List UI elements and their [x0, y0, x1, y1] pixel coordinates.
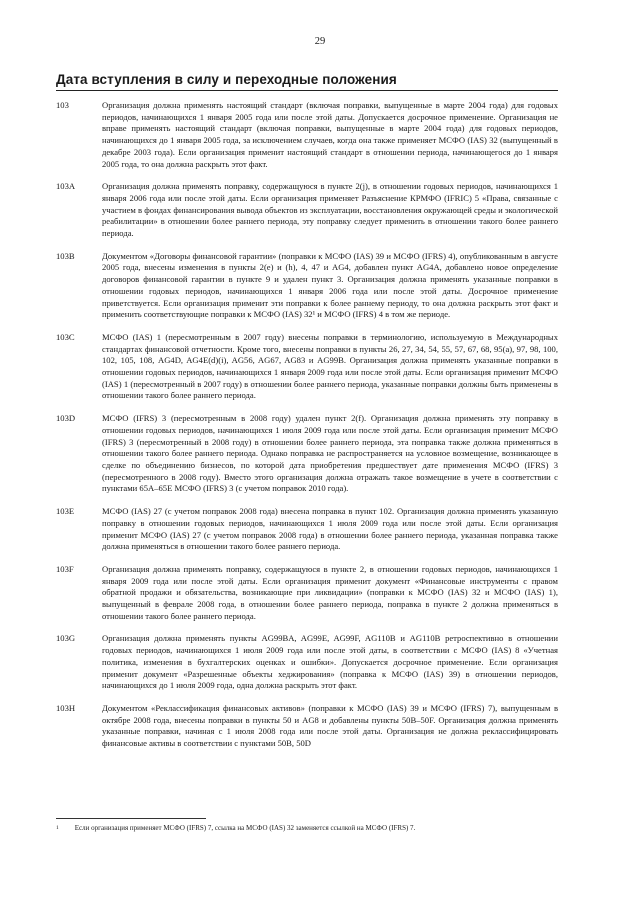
page-number: 29 — [314, 36, 326, 47]
paragraph-number: 103B — [56, 250, 75, 261]
paragraph-number: 103D — [56, 413, 76, 424]
paragraph-text: МСФО (IAS) 27 (с учетом поправок 2008 года) внесена поправка в пункт 102. Организация должна применять указанную поправку в отношении годовых периодов, начинающихся 1 июля 2009 года или после этой даты. Если организация применит МСФО (IAS) 27 (с учетом поправок 2008 года) в отношении более раннего периода, указанная поправка также должна применяться в отношении такого более раннего периода. — [102, 506, 558, 552]
paragraph-103 — [56, 100, 558, 170]
footnote-marker: 1 — [56, 825, 59, 831]
paragraph-list — [56, 100, 558, 761]
paragraph-103a — [56, 181, 558, 240]
paragraph-text: Организация должна применять пункты AG99BA, AG99E, AG99F, AG110B и AG110B ретроспективно в отношении годовых периодов, начинающихся 1 июля 2009 года или после этой даты, в соответствии с МСФО (IAS) 8 «Учетная политика, изменения в бухгалтерских оценках и ошибки». Допускается досрочное применение. Если организация применит документ «Разрешенные объекты хеджирования» (поправка к МСФО (IAS) 39) в отношении периодов, начинающихся до 1 июля 2009 года, одна должна раскрыть этот факт. — [102, 633, 558, 691]
paragraph-number: 103F — [56, 563, 74, 574]
paragraph-number: 103A — [56, 181, 76, 192]
paragraph-number: 103H — [56, 702, 76, 713]
paragraph-text: Документом «Реклассификация финансовых активов» (поправки к МСФО (IAS) 39 и МСФО (IFRS) 7), выпущенным в октябре 2008 года, внесены поправки в пункты 50 и AG8 и добавлены пункты 50B–50F. Организация должна применять указанные поправки, начиная с 1 июля 2008 года или после этой даты. Организация не должна реклассифицировать финансовые активы в соответствии с пунктами 50B, 50D — [102, 702, 558, 749]
paragraph-number: 103G — [56, 633, 76, 644]
paragraph-text: МСФО (IAS) 1 (пересмотренным в 2007 году) внесены поправки в терминологию, используемую в Международных стандартах финансовой отчетности. Кроме того, внесены поправки в пункты 26, 27, 34, 54, 55, 57, 67, 68, 95(a), 97, 98, 100, 102, 105, 108, AG4D, AG4E(d)(i), AG56, AG67, AG83 и AG99B. Организация должна применять указанные поправки в отношении годовых периодов, начинающихся 1 января 2009 года или после этой даты. Если организация применит МСФО (IAS) 1 (пересмотренный в 2007 году) в отношении более раннего периода, указанные поправки должны быть применены в отношении такого более раннего периода. — [102, 331, 558, 401]
paragraph-103d — [56, 413, 558, 495]
footnote-separator — [56, 818, 206, 819]
paragraph-number: 103 — [56, 100, 69, 110]
paragraph-103g — [56, 633, 558, 692]
paragraph-103h — [56, 703, 558, 750]
footnote-text: Если организация применяет МСФО (IFRS) 7, ссылка на МСФО (IAS) 32 заменяется ссылкой на МСФО (IFRS) 7. — [74, 824, 416, 832]
paragraph-103e — [56, 506, 558, 553]
paragraph-103f — [56, 564, 558, 623]
section-title: Дата вступления в силу и переходные положения — [56, 72, 397, 87]
title-underline — [56, 90, 558, 91]
footnote — [56, 824, 566, 833]
paragraph-text: МСФО (IFRS) 3 (пересмотренным в 2008 году) удален пункт 2(f). Организация должна применять эту поправку в отношении годовых периодов, начинающихся 1 июля 2009 года или после этой даты. Если организация применит МСФО (IFRS) 3 (пересмотренный в 2008 году) в отношении более раннего периода, эта поправка также должна применяться в отношении такого более раннего периода. Однако поправка не распространяется на условное возмещение, возникающее в сделке по объединению бизнесов, по которой дата приобретения предшествует дате применения МСФО (IFRS) 3 (пересмотренного в 2008 году). Вместо этого организация должна отражать такое возмещение в учете в соответствии с пунктами 65A–65E МСФО (IFRS) 3 (с учетом поправок 2010 года). — [102, 413, 558, 494]
paragraph-text: Документом «Договоры финансовой гарантии» (поправки к МСФО (IAS) 39 и МСФО (IFRS) 4), опубликованным в августе 2005 года, внесены изменения в пункты 2(e) и (h), 4, 47 и AG4, добавлен пункт AG4A, добавлено новое определение договоров финансовой гарантии в пункте 9 и удален пункт 3. Организация должна применять указанные поправки в отношении годовых периодов, начинающихся 1 января 2006 года или после этой даты. Досрочное применение приветствуется. Если организация применит эти поправки к более раннему периоду, то она должна раскрыть этот факт и применить соответствующие поправки к МСФО (IAS) 32¹ и МСФО (IFRS) 4 в том же периоде. — [102, 250, 558, 320]
paragraph-103b — [56, 251, 558, 321]
paragraph-text: Организация должна применять поправку, содержащуюся в пункте 2, в отношении годовых периодов, начинающихся 1 января 2009 года или после этой даты. Если организация применит документ «Финансовые инструменты с правом обратной продажи и обязательства, возникающие при ликвидации» (поправки к МСФО (IAS) 32 и МСФО (IAS) 1), выпущенный в феврале 2008 года, в отношении более раннего периода, поправка в пункте 2 должна применяться в отношении такого более раннего периода. — [102, 563, 558, 621]
paragraph-103c — [56, 332, 558, 402]
paragraph-number: 103E — [56, 506, 75, 517]
paragraph-text: Организация должна применять поправку, содержащуюся в пункте 2(j), в отношении годовых периодов, начинающихся 1 января 2006 года или после этой даты. Если организация применяет Разъяснение КРМФО (IFRIC) 5 «Права, связанные с участием в фондах финансирования вывода объектов из эксплуатации, восстановления окружающей среды и экологической реабилитации» в отношении более раннего периода, эту поправку следует применить в отношении такого более раннего периода. — [102, 181, 558, 239]
paragraph-text: Организация должна применять настоящий стандарт (включая поправки, выпущенные в марте 2004 года) для годовых периодов, начинающихся 1 января 2005 года или после этой даты. Допускается досрочное применение. Организация не вправе применять настоящий стандарт (включая поправки, выпущенные в марте 2004 года) для годовых периодов, начинающихся до 1 января 2005 года, за исключением случаев, когда она также применяет МСФО (IAS) 32 (выпущенный в декабре 2003 года). Если организация применит настоящий стандарт в отношении периода, начинающегося до 1 января 2005 года, то она должна раскрыть этот факт. — [102, 100, 558, 169]
paragraph-number: 103C — [56, 331, 75, 342]
